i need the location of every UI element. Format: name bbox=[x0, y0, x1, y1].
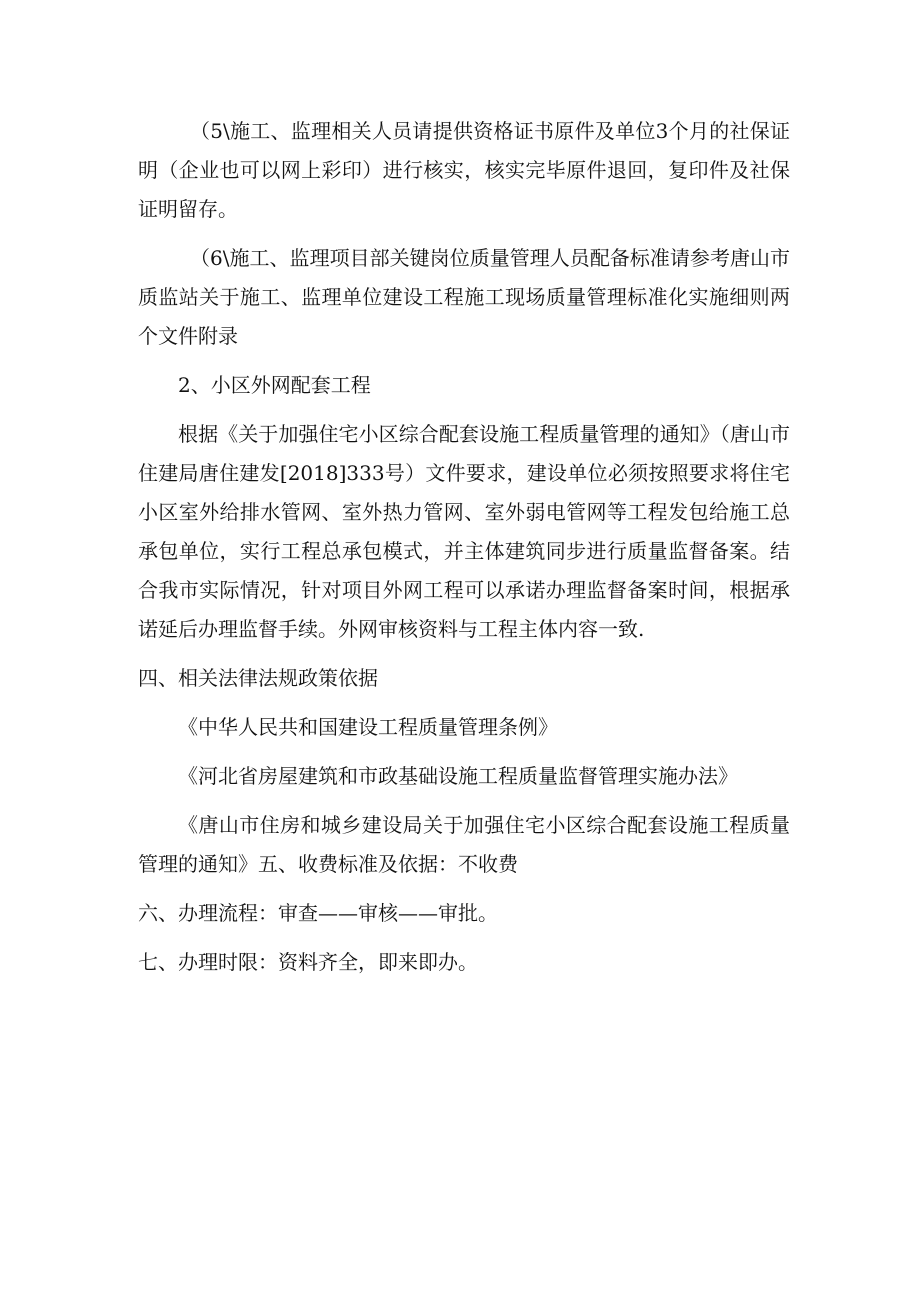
law-item-2: 《河北省房屋建筑和市政基础设施工程质量监督管理实施办法》 bbox=[178, 764, 738, 788]
document-body bbox=[138, 112, 790, 982]
paragraph-item-5: （5\施工、监理相关人员请提供资格证书原件及单位3个月的社保证明（企业也可以网上彩印）进行核实，核实完毕原件退回，复印件及社保证明留存。 bbox=[138, 119, 790, 221]
section-heading-process: 六、办理流程：审查——审核——审批。 bbox=[138, 901, 498, 925]
section-heading-outer-network: 2、小区外网配套工程 bbox=[178, 373, 371, 397]
law-item-1: 《中华人民共和国建设工程质量管理条例》 bbox=[178, 715, 558, 739]
section-heading-time-limit: 七、办理时限：资料齐全，即来即办。 bbox=[138, 950, 478, 974]
paragraph-item-6: （6\施工、监理项目部关键岗位质量管理人员配备标准请参考唐山市质监站关于施工、监理单位建设工程施工现场质量管理标准化实施细则两个文件附录 bbox=[138, 246, 790, 348]
section-heading-legal-basis: 四、相关法律法规政策依据 bbox=[138, 666, 378, 690]
paragraph-outer-network: 根据《关于加强住宅小区综合配套设施工程质量管理的通知》（唐山市住建局唐住建发[2018]333号）文件要求，建设单位必须按照要求将住宅小区室外给排水管网、室外热力管网、室外弱电管网等工程发包给施工总承包单位，实行工程总承包模式，并主体建筑同步进行质量监督备案。结合我市实际情况，针对项目外网工程可以承诺办理监督备案时间，根据承诺延后办理监督手续。外网审核资料与工程主体内容一致. bbox=[138, 422, 790, 641]
law-item-3-and-fees: 《唐山市住房和城乡建设局关于加强住宅小区综合配套设施工程质量管理的通知》五、收费标准及依据：不收费 bbox=[138, 813, 790, 876]
